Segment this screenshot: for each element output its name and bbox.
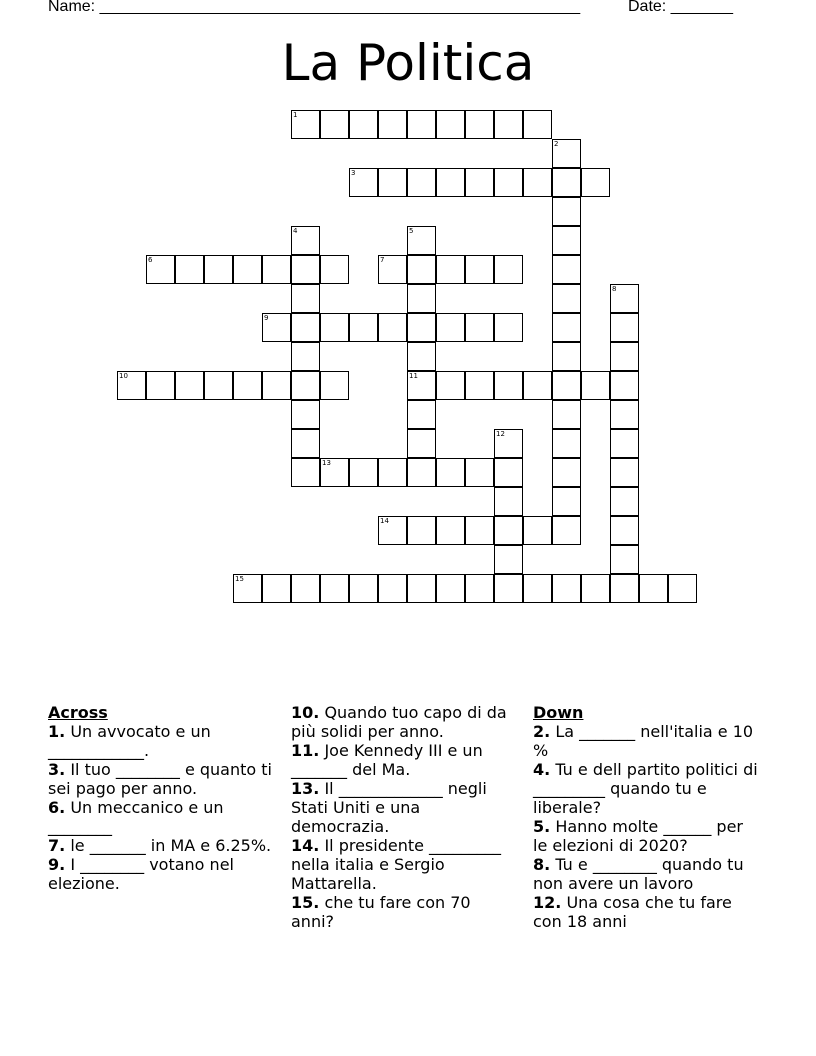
clue-number-label: 4 bbox=[293, 227, 298, 235]
grid-cell[interactable] bbox=[552, 574, 581, 603]
clue-text: Tu e ________ quando tu non avere un lavoro bbox=[533, 855, 744, 893]
clue-number-label: 3 bbox=[351, 169, 356, 177]
grid-cell[interactable] bbox=[407, 574, 436, 603]
grid-cell[interactable] bbox=[436, 255, 465, 284]
grid-cell[interactable] bbox=[552, 400, 581, 429]
grid-cell[interactable] bbox=[291, 342, 320, 371]
grid-cell[interactable] bbox=[552, 371, 581, 400]
grid-cell[interactable] bbox=[407, 371, 436, 400]
clue-across-15 bbox=[291, 893, 516, 931]
grid-cell[interactable] bbox=[610, 429, 639, 458]
clue-number-label: 1 bbox=[293, 111, 298, 119]
clue-number-label: 6 bbox=[148, 256, 153, 264]
grid-cell[interactable] bbox=[494, 110, 523, 139]
grid-cell[interactable] bbox=[291, 284, 320, 313]
clue-across-6 bbox=[48, 798, 273, 836]
grid-cell[interactable] bbox=[494, 545, 523, 574]
grid-cell[interactable] bbox=[407, 255, 436, 284]
grid-cell[interactable] bbox=[668, 574, 697, 603]
grid-cell[interactable] bbox=[378, 255, 407, 284]
clue-down-12 bbox=[533, 893, 758, 931]
grid-cell[interactable] bbox=[378, 458, 407, 487]
grid-cell[interactable] bbox=[552, 429, 581, 458]
grid-cell[interactable] bbox=[233, 371, 262, 400]
down-heading: Down bbox=[533, 703, 584, 722]
grid-cell[interactable] bbox=[233, 574, 262, 603]
grid-cell[interactable] bbox=[407, 458, 436, 487]
grid-cell[interactable] bbox=[581, 168, 610, 197]
grid-cell[interactable] bbox=[320, 458, 349, 487]
grid-cell[interactable] bbox=[436, 371, 465, 400]
grid-cell[interactable] bbox=[436, 313, 465, 342]
clue-down-5 bbox=[533, 817, 758, 855]
grid-cell[interactable] bbox=[465, 255, 494, 284]
clue-number: 11. bbox=[291, 741, 320, 760]
grid-cell[interactable] bbox=[378, 110, 407, 139]
grid-cell[interactable] bbox=[175, 371, 204, 400]
across-heading: Across bbox=[48, 703, 108, 722]
grid-cell[interactable] bbox=[610, 545, 639, 574]
grid-cell[interactable] bbox=[291, 226, 320, 255]
clue-number: 8. bbox=[533, 855, 551, 874]
grid-cell[interactable] bbox=[552, 197, 581, 226]
clue-number: 1. bbox=[48, 722, 66, 741]
grid-cell[interactable] bbox=[320, 255, 349, 284]
grid-cell[interactable] bbox=[494, 516, 523, 545]
clues-column-2 bbox=[291, 703, 516, 931]
grid-cell[interactable] bbox=[494, 487, 523, 516]
grid-cell[interactable] bbox=[349, 168, 378, 197]
clue-number: 15. bbox=[291, 893, 320, 912]
clue-number-label: 14 bbox=[380, 517, 389, 525]
grid-cell[interactable] bbox=[494, 168, 523, 197]
clue-number-label: 11 bbox=[409, 372, 418, 380]
clue-number-label: 2 bbox=[554, 140, 559, 148]
clue-text: Il tuo ________ e quanto ti sei pago per anno. bbox=[48, 760, 272, 798]
grid-cell[interactable] bbox=[552, 226, 581, 255]
grid-cell[interactable] bbox=[320, 371, 349, 400]
clue-across-9 bbox=[48, 855, 273, 893]
grid-cell[interactable] bbox=[320, 110, 349, 139]
clue-number: 9. bbox=[48, 855, 66, 874]
grid-cell[interactable] bbox=[407, 313, 436, 342]
clue-number: 5. bbox=[533, 817, 551, 836]
grid-cell[interactable] bbox=[552, 516, 581, 545]
clue-number-label: 12 bbox=[496, 430, 505, 438]
grid-cell[interactable] bbox=[465, 371, 494, 400]
clue-text: Una cosa che tu fare con 18 anni bbox=[533, 893, 732, 931]
grid-cell[interactable] bbox=[407, 342, 436, 371]
grid-cell[interactable] bbox=[233, 255, 262, 284]
grid-cell[interactable] bbox=[204, 255, 233, 284]
grid-cell[interactable] bbox=[291, 255, 320, 284]
grid-cell[interactable] bbox=[349, 458, 378, 487]
grid-cell[interactable] bbox=[349, 110, 378, 139]
grid-cell[interactable] bbox=[291, 429, 320, 458]
grid-cell[interactable] bbox=[552, 342, 581, 371]
grid-cell[interactable] bbox=[465, 110, 494, 139]
clue-text: Il _____________ negli Stati Uniti e una democrazia. bbox=[291, 779, 487, 836]
puzzle-title: La Politica bbox=[281, 34, 535, 92]
grid-cell[interactable] bbox=[291, 400, 320, 429]
clue-number: 6. bbox=[48, 798, 66, 817]
clue-number-label: 15 bbox=[235, 575, 244, 583]
name-line: Name: ______________________________________________________ bbox=[48, 0, 581, 15]
clue-text: Joe Kennedy III e un _______ del Ma. bbox=[291, 741, 483, 779]
clue-number-label: 13 bbox=[322, 459, 331, 467]
clue-across-14 bbox=[291, 836, 516, 893]
clue-text: La _______ nell'italia e 10 % bbox=[533, 722, 754, 760]
clue-number: 13. bbox=[291, 779, 320, 798]
grid-cell[interactable] bbox=[610, 313, 639, 342]
grid-cell[interactable] bbox=[378, 574, 407, 603]
grid-cell[interactable] bbox=[291, 110, 320, 139]
grid-cell[interactable] bbox=[494, 255, 523, 284]
grid-cell[interactable] bbox=[494, 574, 523, 603]
grid-cell[interactable] bbox=[610, 574, 639, 603]
grid-cell[interactable] bbox=[465, 458, 494, 487]
grid-cell[interactable] bbox=[436, 516, 465, 545]
grid-cell[interactable] bbox=[349, 574, 378, 603]
clue-text: Il presidente _________ nella italia e Sergio Mattarella. bbox=[291, 836, 502, 893]
clue-number: 4. bbox=[533, 760, 551, 779]
grid-cell[interactable] bbox=[436, 110, 465, 139]
grid-cell[interactable] bbox=[552, 139, 581, 168]
grid-cell[interactable] bbox=[552, 487, 581, 516]
grid-cell[interactable] bbox=[610, 284, 639, 313]
grid-cell[interactable] bbox=[639, 574, 668, 603]
clue-text: I ________ votano nel elezione. bbox=[48, 855, 234, 893]
grid-cell[interactable] bbox=[523, 516, 552, 545]
grid-cell[interactable] bbox=[552, 168, 581, 197]
clue-number: 2. bbox=[533, 722, 551, 741]
clue-text: Hanno molte ______ per le elezioni di 2020? bbox=[533, 817, 743, 855]
clue-across-10 bbox=[291, 703, 516, 741]
grid-cell[interactable] bbox=[407, 429, 436, 458]
clue-number: 3. bbox=[48, 760, 66, 779]
grid-cell[interactable] bbox=[581, 574, 610, 603]
grid-cell[interactable] bbox=[610, 487, 639, 516]
grid-cell[interactable] bbox=[378, 516, 407, 545]
grid-cell[interactable] bbox=[465, 574, 494, 603]
grid-cell[interactable] bbox=[291, 574, 320, 603]
grid-cell[interactable] bbox=[407, 110, 436, 139]
grid-cell[interactable] bbox=[610, 342, 639, 371]
grid-cell[interactable] bbox=[262, 255, 291, 284]
grid-cell[interactable] bbox=[610, 400, 639, 429]
grid-cell[interactable] bbox=[581, 371, 610, 400]
grid-cell[interactable] bbox=[523, 110, 552, 139]
clue-number: 12. bbox=[533, 893, 562, 912]
date-line: Date: _______ bbox=[628, 0, 733, 15]
clue-number-label: 8 bbox=[612, 285, 617, 293]
grid-cell[interactable] bbox=[407, 226, 436, 255]
grid-cell[interactable] bbox=[552, 458, 581, 487]
clue-across-3 bbox=[48, 760, 273, 798]
grid-cell[interactable] bbox=[494, 371, 523, 400]
grid-cell[interactable] bbox=[349, 313, 378, 342]
grid-cell[interactable] bbox=[117, 371, 146, 400]
grid-cell[interactable] bbox=[291, 371, 320, 400]
clue-text: Tu e dell partito politici di _________ quando tu e liberale? bbox=[533, 760, 758, 817]
grid-cell[interactable] bbox=[262, 574, 291, 603]
clue-number: 10. bbox=[291, 703, 320, 722]
clue-number: 14. bbox=[291, 836, 320, 855]
clues-column-1 bbox=[48, 703, 273, 893]
grid-cell[interactable] bbox=[146, 255, 175, 284]
grid-cell[interactable] bbox=[320, 313, 349, 342]
clue-number-label: 10 bbox=[119, 372, 128, 380]
grid-cell[interactable] bbox=[436, 458, 465, 487]
grid-cell[interactable] bbox=[523, 574, 552, 603]
grid-cell[interactable] bbox=[407, 400, 436, 429]
clue-across-1 bbox=[48, 722, 273, 760]
grid-cell[interactable] bbox=[436, 574, 465, 603]
grid-cell[interactable] bbox=[378, 168, 407, 197]
grid-cell[interactable] bbox=[262, 313, 291, 342]
clue-across-7 bbox=[48, 836, 273, 855]
clue-number-label: 7 bbox=[380, 256, 385, 264]
grid-cell[interactable] bbox=[465, 168, 494, 197]
clue-number: 7. bbox=[48, 836, 66, 855]
grid-cell[interactable] bbox=[320, 574, 349, 603]
grid-cell[interactable] bbox=[407, 284, 436, 313]
grid-cell[interactable] bbox=[552, 255, 581, 284]
clue-down-4 bbox=[533, 760, 758, 817]
grid-cell[interactable] bbox=[552, 284, 581, 313]
grid-cell[interactable] bbox=[465, 313, 494, 342]
grid-cell[interactable] bbox=[523, 371, 552, 400]
grid-cell[interactable] bbox=[552, 313, 581, 342]
grid-cell[interactable] bbox=[465, 516, 494, 545]
clue-number-label: 9 bbox=[264, 314, 269, 322]
clues-column-3 bbox=[533, 703, 758, 931]
grid-cell[interactable] bbox=[436, 168, 465, 197]
grid-cell[interactable] bbox=[204, 371, 233, 400]
grid-cell[interactable] bbox=[378, 313, 407, 342]
clue-text: Quando tuo capo di da più solidi per anno. bbox=[291, 703, 507, 741]
grid-cell[interactable] bbox=[610, 516, 639, 545]
clue-text: Un avvocato e un ____________. bbox=[48, 722, 211, 760]
clue-text: che tu fare con 70 anni? bbox=[291, 893, 471, 931]
clue-text: Un meccanico e un ________ bbox=[48, 798, 224, 836]
grid-cell[interactable] bbox=[407, 168, 436, 197]
grid-cell[interactable] bbox=[407, 516, 436, 545]
grid-cell[interactable] bbox=[175, 255, 204, 284]
grid-cell[interactable] bbox=[610, 371, 639, 400]
grid-cell[interactable] bbox=[291, 458, 320, 487]
clue-across-13 bbox=[291, 779, 516, 836]
grid-cell[interactable] bbox=[146, 371, 175, 400]
grid-cell[interactable] bbox=[291, 313, 320, 342]
grid-cell[interactable] bbox=[262, 371, 291, 400]
grid-cell[interactable] bbox=[610, 458, 639, 487]
grid-cell[interactable] bbox=[494, 458, 523, 487]
grid-cell[interactable] bbox=[523, 168, 552, 197]
clue-down-8 bbox=[533, 855, 758, 893]
clue-text: le _______ in MA e 6.25%. bbox=[70, 836, 272, 855]
grid-cell[interactable] bbox=[494, 429, 523, 458]
grid-cell[interactable] bbox=[494, 313, 523, 342]
clue-number-label: 5 bbox=[409, 227, 414, 235]
clue-down-2 bbox=[533, 722, 758, 760]
clue-across-11 bbox=[291, 741, 516, 779]
